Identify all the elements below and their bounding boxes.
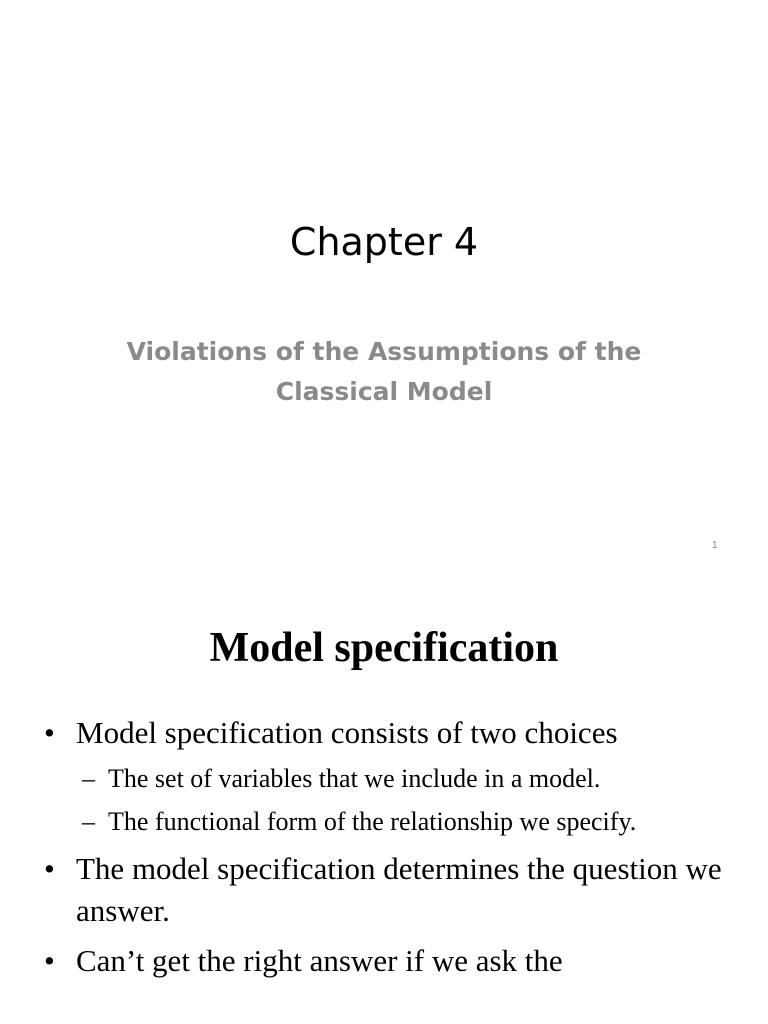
dash-icon: – xyxy=(82,764,95,793)
slide-title: Chapter 4 xyxy=(289,220,479,264)
bullet-item xyxy=(40,940,730,982)
bullet-list xyxy=(40,712,730,990)
page-number: 1 xyxy=(712,540,718,551)
bullet-text: The model specification determines the question we answer. xyxy=(76,851,722,928)
bullet-text: Can’t get the right answer if we ask the xyxy=(76,943,563,978)
bullet-text: Model specification consists of two choices xyxy=(76,715,618,750)
bullet-icon: • xyxy=(44,715,55,750)
bullet-item xyxy=(40,848,730,932)
sub-bullet-text: The set of variables that we include in a model. xyxy=(108,764,601,793)
bullet-icon: • xyxy=(44,851,55,886)
sub-bullet-item xyxy=(40,762,730,796)
sub-bullet-list xyxy=(40,762,730,839)
dash-icon: – xyxy=(82,807,95,836)
sub-bullet-item xyxy=(40,805,730,839)
slide-2 xyxy=(0,576,768,1024)
bullet-item xyxy=(40,712,730,754)
bullet-icon: • xyxy=(44,943,55,978)
slide-title: Model specification xyxy=(209,625,559,671)
slide-subtitle: Violations of the Assumptions of the Classical Model xyxy=(126,337,642,406)
sub-bullet-text: The functional form of the relationship we specify. xyxy=(108,807,637,836)
